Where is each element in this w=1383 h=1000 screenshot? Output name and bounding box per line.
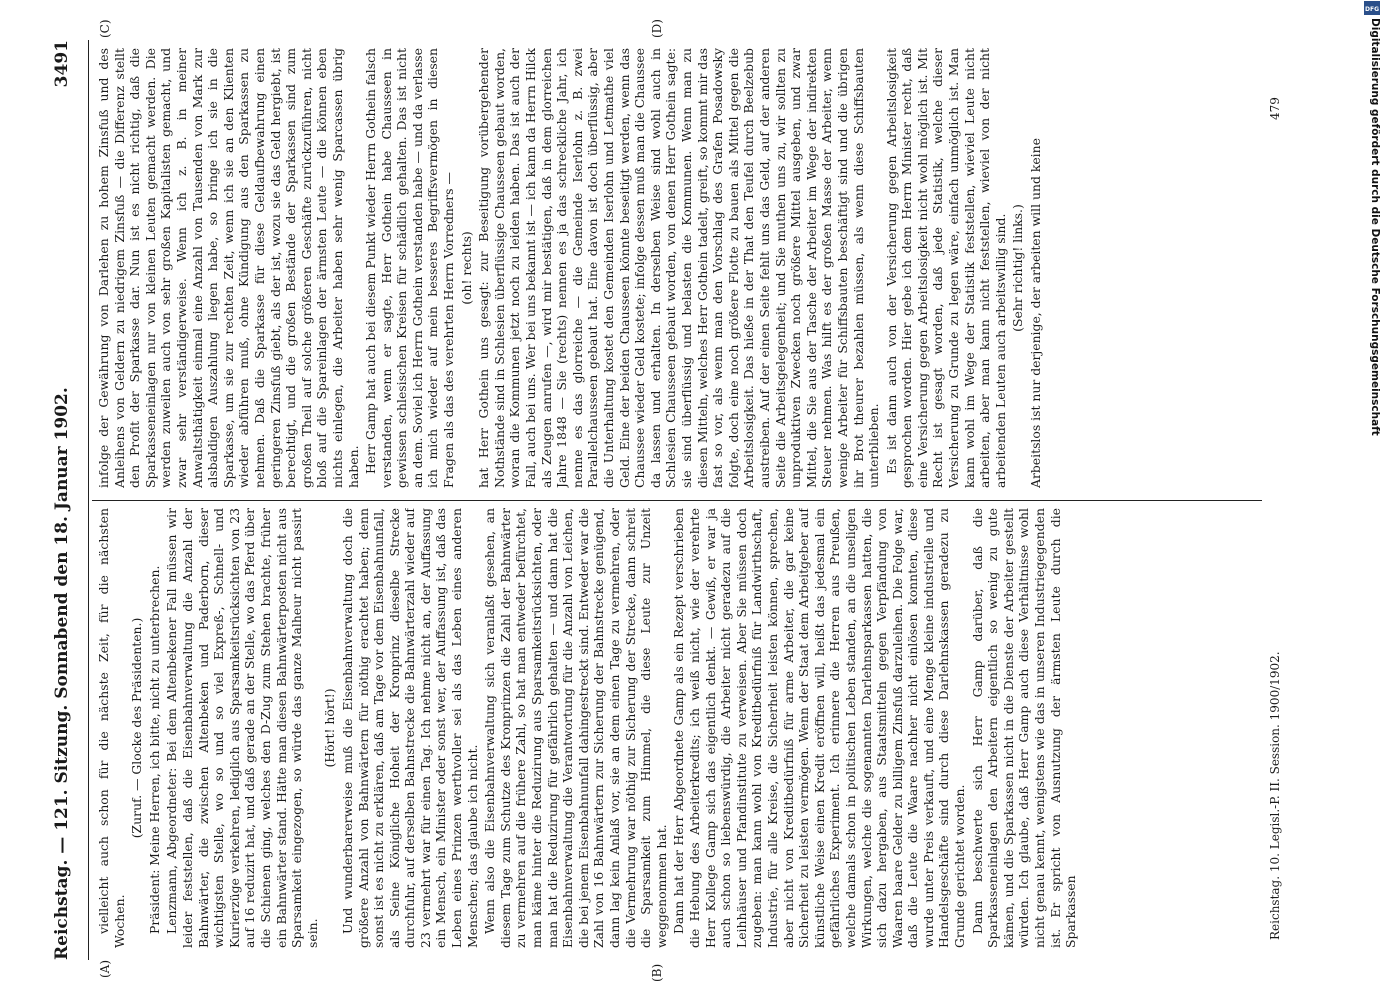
paragraph: Und wunderbarerweise muß die Eisenbahnverwaltung doch die größere Anzahl von Bahnwärtern für nöthig erachtet haben; denn sonst ist es nicht zu erklären, daß am Tage vor dem Eisenbahnunfall, als Seine Königliche Hoheit der Kronprinz dieselbe Strecke durchfuhr, auf derselben Bahnstrecke die Bahnwärterzahl wieder auf 23 vermehrt war für einen Tag. Ich nehme nicht an, der Auffassung ein Mensch, ein Minister oder sonst wer, der Auffassung ist, daß das Leben eines Prinzen werthvoller sei als das Leben eines anderen Menschen; das glaube ich nicht.: [339, 508, 480, 948]
paragraph: Wenn also die Eisenbahnverwaltung sich veranlaßt gesehen, an diesem Tage zum Schutze des Kronprinzen die Zahl der Bahnwärter zu vermehren auf die frühere Zahl, so hat man entweder befürchtet, man käme hinter die Reduzirung aus Sparsamkeitsrücksichten, oder man hat die Reduzirung für gefährlich gehalten — und dann hat die Eisenbahnverwaltung die Verantwortung für die Anzahl von Leichen, die bei jenem Eisenbahnunfall dahingestreckt sind. Entweder war die Zahl von 16 Bahnwärtern zur Sicherung der Bahnstrecke genügend, dann lag kein Anlaß vor, sie an dem einen Tage zu vermehren, oder die Vermehrung war nöthig zur Sicherung der Strecke, dann schreit die Sparsamkeit zum Himmel, die diese Leute zur Unzeit weggenommen hat.: [482, 508, 669, 948]
margin-marker-b: (B): [650, 963, 664, 982]
page-number: 3491: [52, 40, 72, 88]
interjection: (Hört! hört!): [322, 688, 338, 768]
text-column-left: [96, 508, 1266, 948]
paragraph: Arbeitslos ist nur derjenige, der arbeiten will und keine: [1028, 138, 1044, 488]
page-header: [52, 40, 82, 960]
paragraph: Dann beschwerte sich Herr Gamp darüber, daß die Sparkasseneinlagen den Arbeitern eigentlich so wenig zu gute kämen, und die Sparkassen nicht in die Dienste der Arbeiter gestellt würden. Ich glaube, daß Herr Gamp auch diese Verhältnisse wohl nicht genau kennt, wenigstens wie das in unseren Industriegegenden ist. Er spricht von Ausnutzung der ärmsten Leute durch die Sparkassen: [969, 508, 1079, 948]
paragraph: infolge der Gewährung von Darlehen zu hohem Zinsfuß und des Anleihens von Geldern zu niedrigem Zinsfuß — die Differenz stellt den Profit der Sparkasse dar. Nun ist es nicht richtig, daß die Sparkasseneinlagen nur von kleinen Leuten gemacht werden. Die werden zuweilen auch von sehr großen Kapitalisten gemacht, und zwar sehr verständigerweise. Wenn ich z. B. in meiner Anwaltsthätigkeit einmal eine Anzahl von Tausenden von Mark zur alsbaldigen Auszahlung liegen habe, so bringe ich sie in die Sparkasse, um sie zur rechten Zeit, wenn ich sie an den Klienten wieder abführen muß, ohne Kündigung aus den Sparkassen zu nehmen. Daß die Sparkasse für diese Geldaufbewahrung einen geringeren Zinsfuß giebt, als der ist, wozu sie das Geld hergiebt, ist berechtigt, und die großen Bestände der Sparkassen sind zum großen Theil auf solche größeren Geschäfte zurückzuführen, nicht bloß auf die Spareinlagen der ärmsten Leute — die können eben nichts einlegen, die Arbeiter haben sehr wenig Sparcassen übrig haben.: [96, 48, 361, 488]
dfg-logo-text: DFG: [1364, 6, 1380, 13]
interjection: (Zuruf. — Glocke des Präsidenten.): [129, 617, 145, 839]
footer-imprint: Reichstag. 10. Legisl.-P. II. Session. 1900/1902.: [1268, 651, 1282, 940]
paragraph: Herr Gamp hat auch bei diesem Punkt wieder Herrn Gothein falsch verstanden, wenn er sagte, Herr Gothein habe Chausseen in gewissen schlesischen Kreisen für schädlich gehalten. Das ist nicht an dem. Soviel ich Herrn Gothein verstanden habe — und da verlasse ich mich wieder auf mein besseres Begriffsvermögen in diesen Fragen als das des verehrten Herrn Vorredners —: [363, 48, 457, 488]
interjection: (oh! rechts): [458, 231, 474, 305]
footer-sheet-number: 479: [1268, 97, 1282, 120]
margin-marker-d: (D): [650, 19, 664, 38]
paragraph: Es ist dann auch von der Versicherung gegen Arbeitslosigkeit gesprochen worden. Hier gebe ich dem Herrn Minister recht, daß eine Versicherung gegen Arbeitslosigkeit nicht wohl möglich ist. Mit Recht ist gesagt worden, daß jede Statistik, welche dieser Versicherung zu Grunde zu legen wäre, einfach unmöglich ist. Man kann wohl im Wege der Statistik feststellen, wieviel Leute nicht arbeiten, aber man kann nicht feststellen, wieviel von der nicht arbeitenden Leuten auch arbeitswillig sind.: [883, 48, 1008, 488]
text-column-right: [96, 48, 1266, 488]
interjection: (Sehr richtig! links.): [1010, 204, 1026, 332]
header-rule: [88, 40, 89, 960]
paragraph: vielleicht auch schon für die nächste Zeit, für die nächsten Wochen.: [96, 508, 127, 948]
digitization-credit: [1362, 0, 1382, 1000]
paragraph: Präsident: Meine Herren, ich bitte, nicht zu unterbrechen.: [146, 565, 162, 934]
paragraph: Lenzmann, Abgeordneter: Bei dem Altenbekener Fall müssen wir leider feststellen, daß die Eisenbahnverwaltung die Anzahl der Bahnwärter, die zwischen Altenbeken und Paderborn, dieser wichtigsten Stelle, wo so und so viel Expreß-, Schnell- und Kurierzüge verkehren, lediglich aus Sparsamkeitsrücksichten von 23 auf 16 reduzirt hat, und daß gerade an der Stelle, wo das Pferd über die Schienen ging, welches den D-Zug zum Stehen brachte, früher ein Bahnwärter stand. Hätte man diesen Bahnwärterposten nicht aus Sparsamkeit eingezogen, so würde das ganze Malheur nicht passirt sein.: [164, 508, 320, 948]
margin-marker-c: (C): [98, 19, 112, 38]
running-title: Reichstag. — 121. Sitzung. Sonnabend den 18. Januar 1902.: [52, 387, 72, 960]
dfg-logo-icon: [1364, 1, 1380, 15]
digitization-credit-text: Digitalisierung gefördert durch die Deutsche Forschungsgemeinschaft: [1369, 18, 1381, 436]
margin-marker-a: (A): [98, 959, 112, 978]
paragraph: Dann hat der Herr Abgeordnete Gamp als ein Rezept verschrieben die Hebung des Arbeiterkredits; ich weiß nicht, wie der verehrte Herr Kollege Gamp sich das eigentlich denkt. — Gewiß, er war ja auch schon so liebenswürdig, die Arbeiter nicht geradezu auf die Leihhäuser und Pfandinstitute zu verweisen. Aber Sie müssen doch zugeben: man kann wohl von Kreditbedürfniß für Landwirthschaft, Industrie, für alle Kreise, die Sicherheit leisten können, sprechen, aber nicht von Kreditbedürfniß für arme Arbeiter, die gar keine Sicherheit zu leisten vermögen. Wenn der Staat dem Arbeitgeber auf künstliche Weise einen Kredit eröffnen will, heißt das jedesmal ein gefährliches Experiment. Ich erinnere die Herren aus Preußen, welche damals schon in politischen Leben standen, an die unseligen Wirkungen, welche die sogenannten Darlehnsparkassen hatten, die sich dazu hergaben, aus Staatsmitteln gegen Verpfändung von Waaren baare Gelder zu billigem Zinsfuß darzuleihen. Die Folge war, daß die Leute die Waare nachher nicht einlösen konnten, diese wurde unter Preis verkauft, und eine Menge kleine industrielle und Handelsgeschäfte sind durch diese Darlehnskassen geradezu zu Grunde gerichtet worden.: [671, 508, 968, 948]
column-divider: [92, 500, 1262, 501]
paragraph: hat Herr Gothein uns gesagt: zur Beseitigung vorübergehender Nothstände sind in Schlesien überflüssige Chausseen gebaut worden, woran die Kommunen jetzt noch zu leiden haben. Das ist auch der Fall, auch bei uns. Wer bei uns bekannt ist — ich kann da Herrn Hilck als Zeugen anrufen —, wird mir bestätigen, daß in dem glorreichen Jahre 1848 — Sie (rechts) nennen es ja das schreckliche Jahr, ich nenne es das glorreiche — die Gemeinde Iserlohn z. B. zwei Parallelchausseen gebaut hat. Eine davon ist doch überflüssig, aber die Unterhaltung kostet den Gemeinden Iserlohn und Letmathe viel Geld. Eine der beiden Chausseen könnte beseitigt werden, wenn das Chaussee wieder Geld kostete; infolge dessen muß man die Chaussee da lassen und erhalten. In derselben Weise sind wohl auch in Schlesien Chausseen gebaut worden, von denen Herr Gothein sagte: sie sind überflüssig und belasten die Kommunen. Wenn man zu diesen Mitteln, welches Herr Gothein tadelt, greift, so kommt mir das fast so vor, als wenn man den Vorschlag des Grafen Posadowsky folgte, doch eine noch größere Flotte zu bauen als Mittel gegen die Arbeitslosigkeit. Das hieße in der That den Teufel durch Beelzebub austreiben. Auf der einen Seite fehlt uns das Geld, auf der anderen Seite die Arbeitsgelegenheit; und Sie muthen uns zu, wir sollten zu unproduktiven Zwecken noch größere Mittel ausgeben, und zwar Mittel, die Sie aus der Tasche der Arbeiter im Wege der indirekten Steuer nehmen. Was hilft es der großen Masse der Arbeiter, wenn wenige Arbeiter für Schiffsbauten beschäftigt sind und die übrigen ihr Brot theurer bezahlen müssen, als wenn diese Schiffsbauten unterblieben.: [476, 48, 882, 488]
